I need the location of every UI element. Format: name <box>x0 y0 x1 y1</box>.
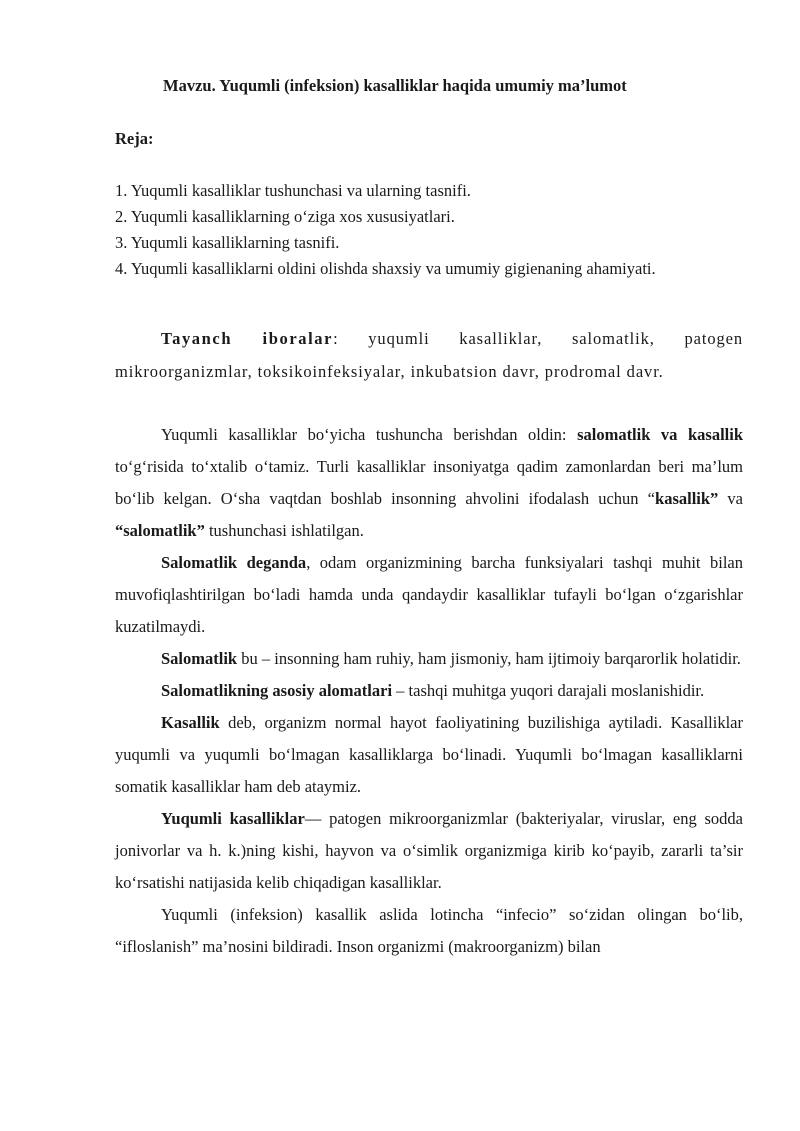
plan-item-1: 1. Yuqumli kasalliklar tushunchasi va ularning tasnifi. <box>115 181 471 200</box>
paragraph-4-text: – tashqi muhitga yuqori darajali moslanishidir. <box>392 681 705 700</box>
keywords-paragraph <box>115 322 743 388</box>
paragraph-1-part-a: Yuqumli kasalliklar bo‘yicha tushuncha berishdan oldin: <box>161 425 578 444</box>
keywords-text: : yuqumli kasalliklar, salomatlik, patogen mikroorganizmlar, toksikoinfeksiyalar, inkubatsion davr, prodromal davr. <box>115 329 743 381</box>
paragraph-7 <box>115 899 743 963</box>
paragraph-3-text: bu – insonning ham ruhiy, ham jismoniy, ham ijtimoiy barqarorlik holatidir. <box>237 649 741 668</box>
plan-heading: Reja: <box>115 129 154 148</box>
paragraph-1 <box>115 419 743 547</box>
paragraph-5 <box>115 707 743 803</box>
plan-list <box>115 178 656 282</box>
body-text <box>115 419 743 963</box>
paragraph-2 <box>115 547 743 643</box>
paragraph-3-term: Salomatlik <box>161 649 238 668</box>
paragraph-6 <box>115 803 743 899</box>
paragraph-5-term: Kasallik <box>161 713 220 732</box>
paragraph-1-part-g: tushunchasi ishlatilgan. <box>204 521 364 540</box>
paragraph-1-part-e: va <box>718 489 744 508</box>
paragraph-2-text: , odam organizmining barcha funksiyalari tashqi muhit bilan muvofiqlashtirilgan bo‘ladi hamda unda qandaydir kasalliklar tufayli bo‘lgan o‘zgarishlar kuzatilmaydi. <box>115 553 743 636</box>
paragraph-1-bold-d: kasallik” <box>655 489 719 508</box>
paragraph-3 <box>115 643 743 675</box>
paragraph-6-text: — patogen mikroorganizmlar (bakteriyalar, viruslar, eng sodda jonivorlar va h. k.)ning kishi, hayvon va o‘simlik organizmiga kirib ko‘payib, zararli ta’sir ko‘rsatishi natijasida kelib chiqadigan kasalliklar. <box>115 809 743 892</box>
paragraph-2-term: Salomatlik deganda <box>161 553 307 572</box>
plan-item-2: 2. Yuqumli kasalliklarning o‘ziga xos xususiyatlari. <box>115 207 455 226</box>
paragraph-6-term: Yuqumli kasalliklar <box>161 809 305 828</box>
paragraph-1-bold-a: salomatlik va kasallik <box>577 425 743 444</box>
paragraph-4 <box>115 675 743 707</box>
document-title: Mavzu. Yuqumli (infeksion) kasalliklar haqida umumiy ma’lumot <box>163 76 627 95</box>
paragraph-5-text: deb, organizm normal hayot faoliyatining buzilishiga aytiladi. Kasalliklar yuqumli va yuqumli bo‘lmagan kasalliklarga bo‘linadi. Yuqumli bo‘lmagan kasalliklarni somatik kasalliklar ham deb ataymiz. <box>115 713 743 796</box>
keywords-label: Tayanch iboralar <box>161 329 334 348</box>
paragraph-1-bold-f: “salomatlik” <box>115 521 205 540</box>
paragraph-4-term: Salomatlikning asosiy alomatlari <box>161 681 393 700</box>
plan-item-4: 4. Yuqumli kasalliklarni oldini olishda shaxsiy va umumiy gigienaning ahamiyati. <box>115 259 656 278</box>
paragraph-1-part-c: to‘g‘risida to‘xtalib o‘tamiz. Turli kasalliklar insoniyatga qadim zamonlardan beri ma’lum bo‘lib kelgan. O‘sha vaqtdan boshlab insonning ahvolini ifodalash uchun “ <box>115 457 743 508</box>
plan-item-3: 3. Yuqumli kasalliklarning tasnifi. <box>115 233 340 252</box>
paragraph-7-text: Yuqumli (infeksion) kasallik aslida lotincha “infecio” so‘zidan olingan bo‘lib, “ifloslanish” ma’nosini bildiradi. Inson organizmi (makroorganizm) bilan <box>115 905 743 956</box>
